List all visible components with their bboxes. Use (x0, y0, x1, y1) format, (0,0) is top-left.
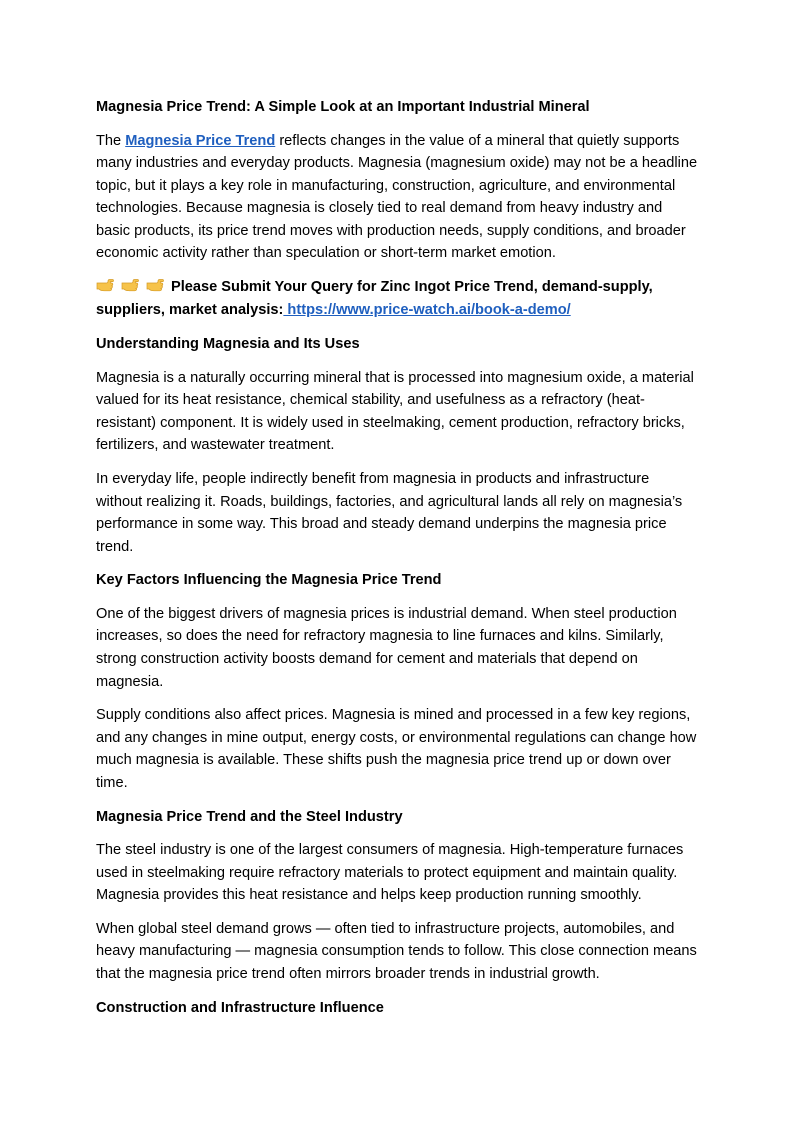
magnesia-price-trend-link[interactable]: Magnesia Price Trend (125, 132, 276, 149)
section-paragraph: One of the biggest drivers of magnesia prices is industrial demand. When steel production increases, so does the need for refractory magnesia to line furnaces and kilns. Similarly, strong construction activity boosts demand for cement and materials that depend on magnesia. (96, 605, 677, 690)
book-a-demo-link[interactable]: https://www.price-watch.ai/book-a-demo/ (283, 302, 571, 319)
cta-paragraph (96, 276, 698, 322)
page-title: Magnesia Price Trend: A Simple Look at an Important Industrial Mineral (96, 99, 590, 115)
section-heading: Understanding Magnesia and Its Uses (96, 336, 360, 353)
cta-text: Please Submit Your Query for Zinc Ingot Price Trend, demand-supply, suppliers, market analysis: (96, 279, 653, 319)
section-paragraph: Magnesia is a naturally occurring mineral that is processed into magnesium oxide, a material valued for its heat resistance, chemical stability, and usefulness as a refractory (heat-resistant) component. It is widely used in steelmaking, cement production, refractory bricks, fertilizers, and wastewater treatment. (96, 369, 694, 454)
intro-lead: The (96, 132, 126, 149)
intro-paragraph (96, 130, 698, 266)
pointing-hand-icon (96, 278, 114, 292)
section-paragraph: When global steel demand grows — often tied to infrastructure projects, automobiles, and heavy manufacturing — magnesia consumption tends to follow. This close connection means that the magnesia price trend often mirrors broader trends in industrial growth. (96, 920, 697, 983)
section-heading: Construction and Infrastructure Influence (96, 999, 384, 1016)
section-heading: Key Factors Influencing the Magnesia Price Trend (96, 572, 442, 589)
pointing-hand-icon (146, 278, 164, 292)
section-heading: Magnesia Price Trend and the Steel Industry (96, 808, 403, 825)
section-paragraph: In everyday life, people indirectly benefit from magnesia in products and infrastructure without realizing it. Roads, buildings, factories, and agricultural lands all rely on magnesia’s performance in some way. This broad and steady demand underpins the magnesia price trend. (96, 470, 683, 555)
section-paragraph: Supply conditions also affect prices. Magnesia is mined and processed in a few key regions, and any changes in mine output, energy costs, or environmental regulations can change how much magnesia is available. These shifts push the magnesia price trend up or down over time. (96, 707, 697, 791)
intro-rest: reflects changes in the value of a mineral that quietly supports many industries and everyday products. Magnesia (magnesium oxide) may not be a headline topic, but it plays a key role in manufacturing, construction, agriculture, and environmental technologies. Because magnesia is closely tied to real demand from heavy industry and basic products, its price trend moves with production needs, supply conditions, and broader economic activity rather than speculation or short-term market emotion. (96, 132, 698, 262)
section-paragraph: The steel industry is one of the largest consumers of magnesia. High-temperature furnaces used in steelmaking require refractory materials to protect equipment and maintain quality. Magnesia provides this heat resistance and helps keep production running smoothly. (96, 842, 684, 904)
pointing-hand-icon (121, 278, 139, 292)
